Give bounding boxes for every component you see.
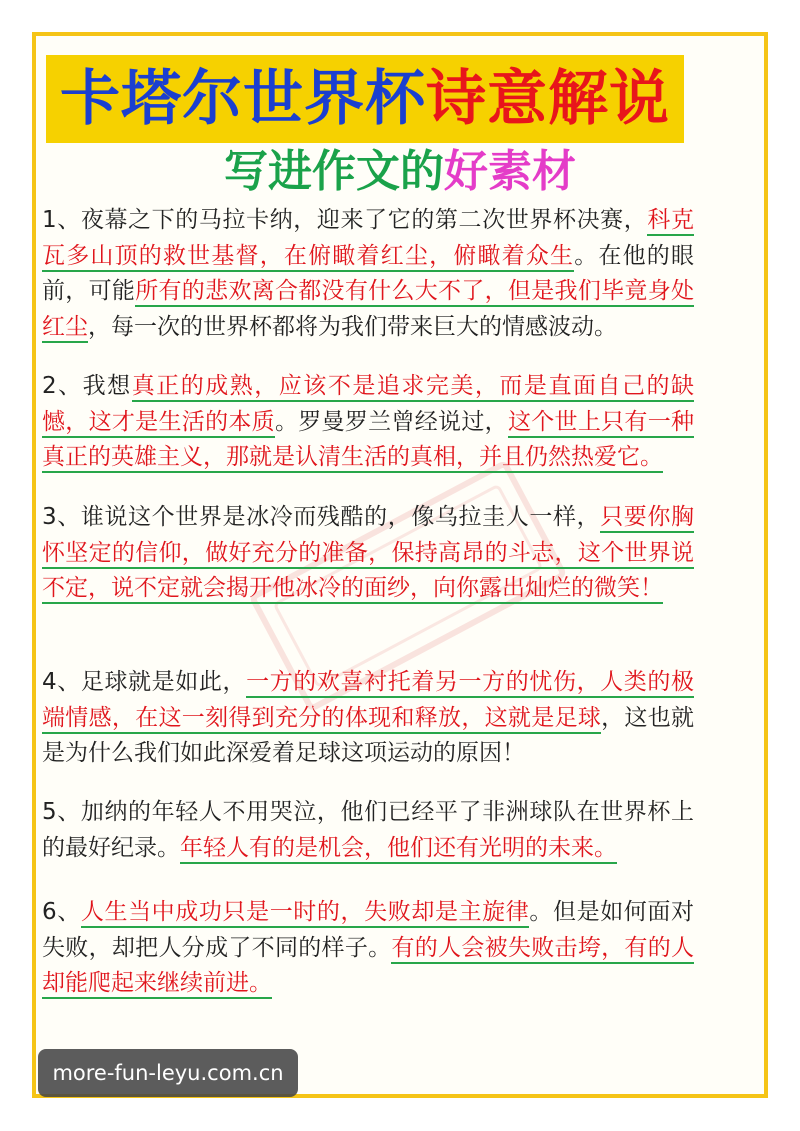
body-text: 。在他的眼前，可能 (42, 242, 695, 304)
body-text: 2、我想 (42, 373, 132, 399)
paragraph-5 (42, 795, 694, 866)
site-watermark: more-fun-leyu.com.cn (38, 1049, 298, 1097)
paragraph-1 (42, 203, 694, 345)
subtitle-part-2: 好素材 (444, 146, 576, 197)
page-title (46, 55, 684, 143)
highlighted-text: 真正的成熟，应该不是追求完美，而是直面自己的缺憾，这才是生活的本质 (42, 373, 694, 438)
body-text: 3、谁说这个世界是冰冷而残酷的，像乌拉圭人一样， (42, 504, 601, 530)
body-text: 1、夜幕之下的马拉卡纳，迎来了它的第二次世界杯决赛， (42, 207, 648, 233)
highlighted-text: 年轻人有的是机会，他们还有光明的未来。 (180, 835, 617, 864)
paragraph-3 (42, 500, 694, 607)
body-text: 。但是如何面对失败，却把人分成了不同的样子。 (42, 899, 695, 961)
highlighted-text: 人生当中成功只是一时的，失败却是主旋律 (81, 899, 530, 928)
title-part-1: 卡塔尔世界杯 (60, 64, 426, 134)
body-text: 。罗曼罗兰曾经说过， (274, 408, 508, 435)
highlighted-text: 这个世上只有一种真正的英雄主义，那就是认清生活的真相，并且仍然热爱它。 (42, 409, 694, 474)
body-text: 5、加纳的年轻人不用哭泣，他们已经平了非洲球队在世界杯上的最好纪录。 (42, 799, 694, 861)
highlighted-text: 有的人会被失败击垮，有的人却能爬起来继续前进。 (42, 935, 694, 1000)
title-part-2: 诗意解说 (426, 64, 670, 134)
body-text: ，每一次的世界杯都将为我们带来巨大的情感波动。 (88, 313, 617, 340)
highlighted-text: 一方的欢喜衬托着另一方的忧伤，人类的极端情感，在这一刻得到充分的体现和释放，这就是足球 (42, 669, 694, 734)
body-text: 4、足球就是如此， (42, 669, 247, 695)
paragraph-2 (42, 369, 694, 476)
highlighted-text: 只要你胸怀坚定的信仰，做好充分的准备，保持高昂的斗志，这个世界说不定，说不定就会揭开他冰冷的面纱，向你露出灿烂的微笑！ (42, 504, 694, 604)
paragraph-6 (42, 895, 694, 1002)
page-subtitle (0, 146, 800, 197)
highlighted-text: 所有的悲欢离合都没有什么大不了，但是我们毕竟身处红尘 (42, 278, 694, 343)
highlighted-text: 科克瓦多山顶的救世基督，在俯瞰着红尘，俯瞰着众生 (42, 207, 694, 272)
paragraph-4 (42, 665, 694, 772)
subtitle-part-1: 写进作文的 (224, 146, 444, 197)
body-text: ，这也就是为什么我们如此深爱着足球这项运动的原因！ (42, 704, 695, 766)
body-text: 6、 (42, 899, 81, 925)
